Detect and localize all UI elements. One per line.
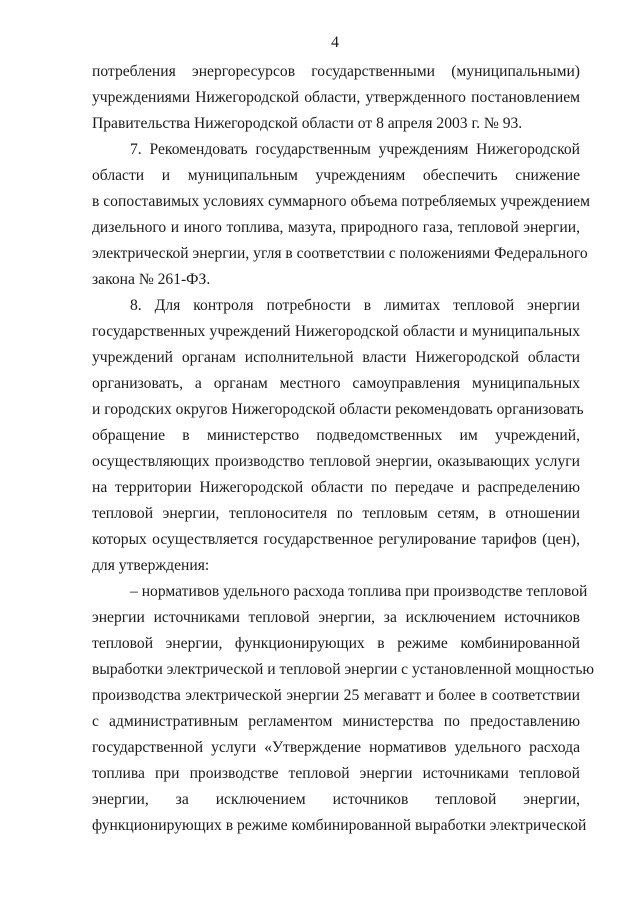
paragraph bbox=[92, 293, 584, 579]
text-line: учреждений органам исполнительной власти Нижегородской области bbox=[92, 349, 580, 366]
text-line: тепловой энергии, теплоносителя по тепловым сетям, в отношении bbox=[92, 505, 580, 522]
paragraph bbox=[92, 579, 595, 839]
text-line: организовать, а органам местного самоуправления муниципальных bbox=[92, 375, 580, 392]
paragraph bbox=[92, 137, 590, 293]
text-line: дизельного и иного топлива, мазута, природного газа, тепловой энергии, bbox=[92, 219, 580, 236]
text-line: выработки электрической и тепловой энергии с установленной мощностью bbox=[92, 661, 595, 678]
text-line: государственных учреждений Нижегородской области и муниципальных bbox=[92, 323, 580, 340]
text-line: потребления энергоресурсов государственными (муниципальными) bbox=[92, 63, 580, 80]
text-line: обращение в министерство подведомственных им учреждений, bbox=[92, 427, 580, 444]
text-line: электрической энергии, угля в соответствии с положениями Федерального bbox=[92, 245, 588, 262]
text-line: топлива при производстве тепловой энергии источниками тепловой bbox=[92, 765, 580, 782]
text-line: с административным регламентом министерства по предоставлению bbox=[92, 713, 580, 730]
text-line: области и муниципальным учреждениям обеспечить снижение bbox=[92, 167, 580, 184]
document-body bbox=[92, 59, 595, 839]
text-line: производства электрической энергии 25 мегаватт и более в соответствии bbox=[92, 687, 580, 704]
text-line: 8. Для контроля потребности в лимитах тепловой энергии bbox=[130, 297, 580, 314]
text-line: 7. Рекомендовать государственным учреждениям Нижегородской bbox=[130, 141, 580, 158]
text-line: осуществляющих производство тепловой энергии, оказывающих услуги bbox=[92, 453, 580, 470]
text-line: закона № 261-ФЗ. bbox=[92, 271, 211, 288]
text-line: для утверждения: bbox=[92, 557, 210, 574]
text-line: на территории Нижегородской области по передаче и распределению bbox=[92, 479, 580, 496]
text-line: которых осуществляется государственное регулирование тарифов (цен), bbox=[92, 531, 580, 548]
text-line: государственной услуги «Утверждение нормативов удельного расхода bbox=[92, 739, 580, 756]
text-line: энергии источниками тепловой энергии, за исключением источников bbox=[92, 609, 580, 626]
text-line: энергии, за исключением источников тепловой энергии, bbox=[92, 791, 580, 808]
text-line: функционирующих в режиме комбинированной выработки электрической bbox=[92, 817, 587, 834]
text-line: в сопоставимых условиях суммарного объема потребляемых учреждением bbox=[92, 193, 590, 210]
text-line: тепловой энергии, функционирующих в режиме комбинированной bbox=[92, 635, 580, 652]
page-number: 4 bbox=[331, 34, 339, 51]
paragraph bbox=[92, 59, 580, 137]
text-line: и городских округов Нижегородской области рекомендовать организовать bbox=[92, 401, 584, 418]
text-line: Правительства Нижегородской области от 8 апреля 2003 г. № 93. bbox=[92, 115, 523, 132]
text-line: учреждениями Нижегородской области, утвержденного постановлением bbox=[92, 89, 580, 106]
text-line: – нормативов удельного расхода топлива при производстве тепловой bbox=[130, 583, 588, 600]
